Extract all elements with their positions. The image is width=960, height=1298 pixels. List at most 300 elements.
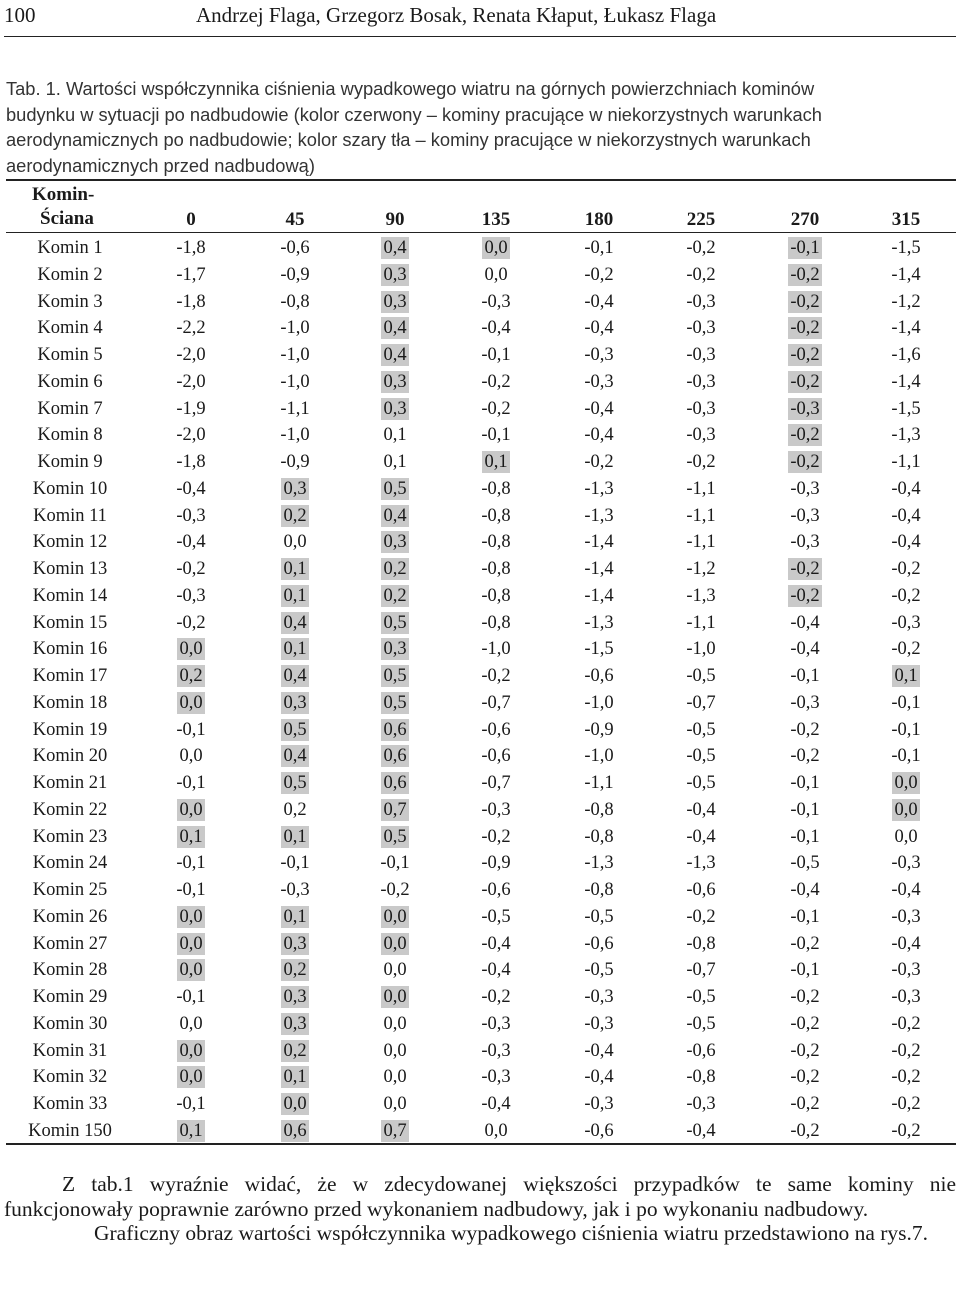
- cell-value: 0,0: [383, 1040, 407, 1061]
- table-cell: [350, 371, 440, 393]
- highlighted-value: 0,3: [383, 398, 407, 419]
- cell-value: -0,6: [481, 746, 511, 767]
- table-row: [0, 1011, 960, 1038]
- table-cell: [350, 745, 440, 767]
- header-line: Ściana: [40, 208, 94, 229]
- table-cell: [451, 986, 541, 1008]
- cell-value: -0,5: [686, 1013, 716, 1034]
- table-cell: [861, 344, 951, 366]
- table-cell: [250, 1040, 340, 1062]
- table-cell: [146, 1040, 236, 1062]
- table-cell: [350, 264, 440, 286]
- table-cell: [451, 451, 541, 473]
- table-cell: [861, 852, 951, 874]
- table-cell: [554, 933, 644, 955]
- table-cell: [146, 799, 236, 821]
- table-cell: [760, 264, 850, 286]
- cell-value: -0,3: [686, 345, 716, 365]
- table-cell: [760, 745, 850, 767]
- cell-value: -0,9: [584, 719, 614, 740]
- column-header-270: 270: [790, 209, 820, 230]
- table-cell: [250, 558, 340, 580]
- table-cell: [451, 558, 541, 580]
- table-cell: [250, 451, 340, 473]
- cell-value: -0,4: [891, 532, 921, 553]
- cell-value: -0,8: [481, 559, 511, 579]
- highlighted-value: 0,0: [383, 987, 407, 1007]
- cell-value: -0,2: [790, 1013, 820, 1034]
- cell-value: -2,0: [176, 371, 206, 392]
- table-cell: [250, 237, 340, 259]
- table-cell: [451, 638, 541, 660]
- table-cell: [861, 398, 951, 420]
- table-cell: [250, 398, 340, 420]
- table-cell: [656, 398, 746, 420]
- table-cell: [656, 585, 746, 607]
- table-cell: [861, 478, 951, 500]
- cell-value: -0,7: [686, 960, 716, 981]
- table-cell: [350, 799, 440, 821]
- table-cell: [146, 986, 236, 1008]
- highlighted-value: 0,3: [283, 987, 307, 1007]
- highlighted-value: 0,1: [283, 906, 307, 927]
- cell-value: -0,1: [584, 238, 614, 258]
- cell-value: -0,5: [790, 853, 820, 874]
- highlighted-value: 0,1: [283, 826, 307, 847]
- cell-value: -0,8: [686, 1067, 716, 1088]
- table-cell: [861, 291, 951, 313]
- highlighted-value: 0,4: [383, 345, 407, 365]
- cell-value: -0,2: [891, 1120, 921, 1141]
- cell-value: -1,4: [891, 264, 921, 285]
- highlighted-value: 0,0: [179, 1067, 203, 1088]
- row-label: Komin 24: [32, 853, 108, 874]
- table-cell: [146, 451, 236, 473]
- cell-value: 0,2: [283, 799, 307, 820]
- highlighted-value: 0,0: [179, 1040, 203, 1061]
- table-cell: [656, 424, 746, 446]
- table-cell: [554, 826, 644, 848]
- table-cell: [250, 719, 340, 741]
- cell-value: -0,2: [891, 559, 921, 579]
- cell-value: -1,0: [584, 746, 614, 767]
- table-cell: [451, 505, 541, 527]
- highlighted-value: 0,0: [383, 906, 407, 927]
- cell-value: -0,8: [481, 585, 511, 606]
- cell-value: 0,0: [383, 1013, 407, 1034]
- table-cell: [760, 398, 850, 420]
- cell-value: -0,4: [481, 933, 511, 954]
- table-cell: [760, 879, 850, 901]
- header-komin-sciana: [32, 183, 94, 231]
- highlighted-value: 0,7: [383, 799, 407, 820]
- cell-value: -0,1: [891, 692, 921, 713]
- table-cell: [861, 933, 951, 955]
- row-label: Komin 13: [32, 559, 108, 579]
- row-label: Komin 9: [37, 452, 103, 472]
- table-cell: [350, 1120, 440, 1142]
- cell-value: -1,9: [176, 398, 206, 419]
- row-label: Komin 5: [37, 345, 103, 365]
- table-cell: [656, 638, 746, 660]
- cell-value: -0,2: [686, 906, 716, 927]
- table-cell: [760, 638, 850, 660]
- table-cell: [760, 772, 850, 794]
- table-cell: [554, 638, 644, 660]
- highlighted-value: 0,5: [383, 478, 407, 499]
- table-row: [0, 610, 960, 637]
- cell-value: -0,4: [891, 933, 921, 954]
- table-cell: [451, 745, 541, 767]
- cell-value: -0,7: [481, 692, 511, 713]
- cell-value: -0,4: [686, 1120, 716, 1141]
- cell-value: -0,1: [280, 853, 310, 874]
- table-cell: [146, 478, 236, 500]
- cell-value: -0,6: [686, 880, 716, 900]
- table-cell: [250, 612, 340, 634]
- cell-value: -0,5: [686, 746, 716, 767]
- cell-value: -1,3: [686, 853, 716, 874]
- highlighted-value: 0,0: [894, 773, 918, 793]
- table-cell: [350, 692, 440, 714]
- table-cell: [146, 505, 236, 527]
- table-cell: [451, 852, 541, 874]
- cell-value: -0,4: [891, 880, 921, 900]
- table-cell: [656, 719, 746, 741]
- cell-value: -0,3: [891, 612, 921, 633]
- cell-value: -0,4: [891, 505, 921, 526]
- table-cell: [760, 451, 850, 473]
- table-cell: [350, 505, 440, 527]
- table-cell: [861, 826, 951, 848]
- table-cell: [250, 959, 340, 981]
- table-cell: [554, 772, 644, 794]
- table-cell: [760, 719, 850, 741]
- row-label: Komin 25: [32, 880, 108, 900]
- table-cell: [146, 237, 236, 259]
- table-cell: [656, 505, 746, 527]
- cell-value: -0,3: [686, 425, 716, 446]
- table-cell: [146, 1093, 236, 1115]
- cell-value: -1,5: [891, 238, 921, 258]
- table-cell: [350, 612, 440, 634]
- cell-value: -1,0: [481, 639, 511, 660]
- table-cell: [656, 1013, 746, 1035]
- table-cell: [146, 719, 236, 741]
- table-cell: [656, 826, 746, 848]
- cell-value: -1,0: [584, 692, 614, 713]
- cell-value: -0,2: [176, 559, 206, 579]
- table-cell: [861, 612, 951, 634]
- cell-value: -0,2: [790, 719, 820, 740]
- table-cell: [760, 1066, 850, 1088]
- cell-value: 0,0: [383, 960, 407, 981]
- caption-line: Tab. 1. Wartości współczynnika ciśnienia wypadkowego wiatru na górnych powierzchniach kominów: [6, 78, 815, 99]
- highlighted-value: 0,5: [383, 826, 407, 847]
- cell-value: -0,1: [790, 799, 820, 820]
- table-cell: [554, 291, 644, 313]
- table-row: [0, 422, 960, 449]
- table-row: [0, 824, 960, 851]
- table-cell: [656, 852, 746, 874]
- table-cell: [760, 612, 850, 634]
- table-cell: [760, 1120, 850, 1142]
- cell-value: -0,2: [790, 746, 820, 767]
- cell-value: -0,5: [481, 906, 511, 927]
- table-cell: [451, 772, 541, 794]
- table-cell: [146, 1120, 236, 1142]
- cell-value: -0,4: [584, 318, 614, 339]
- table-cell: [451, 585, 541, 607]
- table-cell: [146, 638, 236, 660]
- table-cell: [760, 478, 850, 500]
- paragraph: Z tab.1 wyraźnie widać, że w zdecydowanej większości przypadków te same kominy nie funkcjonowały poprawnie zarówno przed wykonaniem nadbudowy, jak i po wykonaniu nadbudowy.: [4, 1172, 956, 1221]
- table-cell: [451, 799, 541, 821]
- cell-value: -0,1: [481, 425, 511, 446]
- cell-value: 0,0: [383, 1094, 407, 1114]
- row-label: Komin 17: [32, 666, 108, 686]
- table-cell: [760, 291, 850, 313]
- cell-value: -1,8: [176, 291, 206, 312]
- table-cell: [861, 371, 951, 393]
- table-cell: [350, 424, 440, 446]
- cell-value: -0,2: [481, 987, 511, 1007]
- table-cell: [861, 1013, 951, 1035]
- table-cell: [250, 986, 340, 1008]
- cell-value: -1,2: [891, 291, 921, 312]
- table-cell: [760, 317, 850, 339]
- cell-value: -0,4: [481, 960, 511, 981]
- table-row: [0, 877, 960, 904]
- table-cell: [656, 1093, 746, 1115]
- highlighted-value: 0,6: [383, 773, 407, 793]
- table-cell: [861, 959, 951, 981]
- highlighted-value: 0,0: [179, 639, 203, 660]
- cell-value: -0,8: [481, 505, 511, 526]
- table-cell: [861, 799, 951, 821]
- column-header-135: 135: [481, 209, 511, 230]
- cell-value: -0,4: [790, 639, 820, 660]
- cell-value: -0,1: [176, 880, 206, 900]
- table-cell: [656, 799, 746, 821]
- table-cell: [350, 1093, 440, 1115]
- cell-value: -0,2: [481, 666, 511, 686]
- table-cell: [451, 692, 541, 714]
- cell-value: -0,1: [380, 853, 410, 874]
- table-cell: [861, 424, 951, 446]
- table-cell: [554, 371, 644, 393]
- cell-value: -0,7: [481, 773, 511, 793]
- table-cell: [250, 933, 340, 955]
- caption-line: aerodynamicznych po nadbudowie; kolor szary tła – kominy pracujące w niekorzystnych warunkach: [6, 129, 811, 150]
- table-cell: [554, 986, 644, 1008]
- highlighted-value: 0,1: [484, 452, 508, 472]
- cell-value: -0,3: [686, 291, 716, 312]
- cell-value: -0,1: [176, 987, 206, 1007]
- table-row: [0, 797, 960, 824]
- cell-value: -1,0: [280, 318, 310, 339]
- cell-value: -0,2: [790, 1040, 820, 1061]
- cell-value: -1,0: [686, 639, 716, 660]
- cell-value: -0,3: [891, 906, 921, 927]
- cell-value: -0,8: [481, 612, 511, 633]
- table-cell: [861, 317, 951, 339]
- table-cell: [146, 1013, 236, 1035]
- cell-value: -0,2: [891, 639, 921, 660]
- table-cell: [554, 558, 644, 580]
- caption-line: budynku w sytuacji po nadbudowie (kolor czerwony – kominy pracujące w niekorzystnych warunkach: [6, 103, 822, 125]
- cell-value: -0,5: [584, 906, 614, 927]
- table-cell: [554, 478, 644, 500]
- cell-value: -0,3: [686, 1094, 716, 1114]
- table-cell: [451, 1013, 541, 1035]
- table-caption: [6, 76, 954, 178]
- table-cell: [350, 1013, 440, 1035]
- cell-value: -0,1: [176, 1094, 206, 1114]
- cell-value: -2,2: [176, 318, 206, 339]
- cell-value: -1,4: [891, 371, 921, 392]
- table-cell: [861, 585, 951, 607]
- table-cell: [656, 1066, 746, 1088]
- cell-value: -1,1: [686, 612, 716, 633]
- table-row: [0, 342, 960, 369]
- table-row: [0, 1038, 960, 1065]
- cell-value: -0,2: [686, 264, 716, 285]
- table-cell: [554, 1093, 644, 1115]
- highlighted-value: 0,1: [283, 639, 307, 660]
- table-cell: [146, 772, 236, 794]
- table-cell: [250, 1120, 340, 1142]
- table-cell: [861, 906, 951, 928]
- cell-value: -0,3: [891, 960, 921, 981]
- cell-value: 0,0: [179, 1013, 203, 1034]
- cell-value: -0,2: [891, 1013, 921, 1034]
- table-cell: [760, 371, 850, 393]
- highlighted-value: 0,4: [283, 666, 307, 686]
- cell-value: -0,1: [790, 960, 820, 981]
- table-cell: [451, 906, 541, 928]
- cell-value: -1,4: [891, 318, 921, 339]
- table-cell: [350, 772, 440, 794]
- cell-value: -1,0: [280, 425, 310, 446]
- row-label: Komin 10: [32, 478, 108, 499]
- cell-value: -1,5: [891, 398, 921, 419]
- table-header-rule: [6, 232, 956, 233]
- running-authors: Andrzej Flaga, Grzegorz Bosak, Renata Kłaput, Łukasz Flaga: [196, 3, 717, 27]
- cell-value: -0,8: [481, 478, 511, 499]
- table-cell: [250, 745, 340, 767]
- cell-value: 0,0: [484, 1120, 508, 1141]
- table-cell: [554, 612, 644, 634]
- row-label: Komin 2: [37, 264, 103, 285]
- column-header-90: 90: [385, 209, 405, 230]
- row-label: Komin 28: [32, 960, 108, 981]
- table-cell: [554, 505, 644, 527]
- table-cell: [760, 906, 850, 928]
- table-cell: [451, 1120, 541, 1142]
- table-cell: [554, 424, 644, 446]
- table-cell: [760, 531, 850, 553]
- table-row: [0, 235, 960, 262]
- row-label: Komin 15: [32, 612, 108, 633]
- table-cell: [146, 264, 236, 286]
- column-header-225: 225: [686, 209, 716, 230]
- table-cell: [656, 772, 746, 794]
- cell-value: -0,8: [584, 826, 614, 847]
- cell-value: -0,4: [481, 318, 511, 339]
- cell-value: -0,3: [481, 1067, 511, 1088]
- row-label: Komin 3: [37, 291, 103, 312]
- table-cell: [451, 959, 541, 981]
- cell-value: -0,5: [686, 987, 716, 1007]
- table-cell: [146, 291, 236, 313]
- cell-value: -0,3: [891, 853, 921, 874]
- table-cell: [451, 344, 541, 366]
- highlighted-value: 0,3: [383, 264, 407, 285]
- table-cell: [554, 585, 644, 607]
- table-cell: [250, 799, 340, 821]
- table-cell: [451, 237, 541, 259]
- highlighted-value: 0,0: [484, 238, 508, 258]
- table-cell: [861, 638, 951, 660]
- table-cell: [350, 638, 440, 660]
- cell-value: -1,3: [584, 853, 614, 874]
- table-cell: [554, 692, 644, 714]
- highlighted-value: -0,2: [790, 559, 820, 579]
- table-row: [0, 476, 960, 503]
- cell-value: -1,0: [280, 371, 310, 392]
- cell-value: -0,4: [790, 880, 820, 900]
- table-cell: [146, 317, 236, 339]
- cell-value: -1,8: [176, 238, 206, 258]
- cell-value: -0,5: [686, 773, 716, 793]
- highlighted-value: 0,0: [179, 799, 203, 820]
- table-row: [0, 690, 960, 717]
- cell-value: -0,8: [584, 799, 614, 820]
- cell-value: -0,1: [891, 719, 921, 740]
- cell-value: -0,3: [790, 532, 820, 553]
- cell-value: -0,2: [790, 987, 820, 1007]
- table-cell: [146, 531, 236, 553]
- table-cell: [656, 478, 746, 500]
- cell-value: -0,1: [790, 906, 820, 927]
- highlighted-value: 0,5: [383, 666, 407, 686]
- highlighted-value: 0,3: [283, 478, 307, 499]
- table-cell: [656, 986, 746, 1008]
- table-cell: [554, 852, 644, 874]
- table-row: [0, 369, 960, 396]
- cell-value: -0,3: [790, 505, 820, 526]
- highlighted-value: 0,4: [283, 746, 307, 767]
- table-cell: [656, 531, 746, 553]
- table-cell: [451, 531, 541, 553]
- highlighted-value: 0,1: [894, 666, 918, 686]
- table-cell: [861, 505, 951, 527]
- table-cell: [146, 692, 236, 714]
- table-row: [0, 289, 960, 316]
- cell-value: -0,6: [481, 880, 511, 900]
- cell-value: -0,6: [481, 719, 511, 740]
- table-cell: [861, 772, 951, 794]
- cell-value: -0,1: [481, 345, 511, 365]
- highlighted-value: 0,0: [894, 799, 918, 820]
- table-cell: [451, 264, 541, 286]
- table-cell: [250, 531, 340, 553]
- row-label: Komin 29: [32, 987, 108, 1007]
- table-cell: [861, 531, 951, 553]
- table-cell: [350, 933, 440, 955]
- highlighted-value: 0,2: [383, 585, 407, 606]
